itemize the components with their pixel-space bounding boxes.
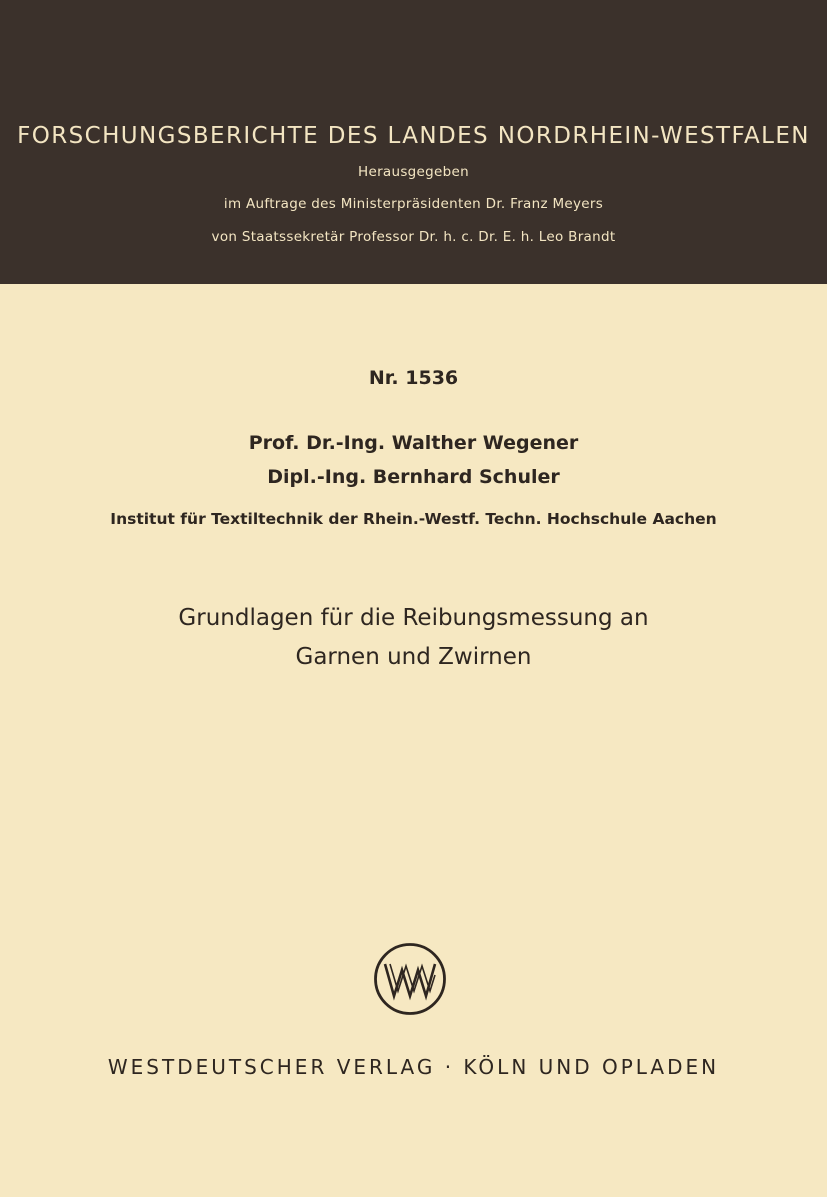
- report-number: Nr. 1536: [368, 367, 459, 389]
- series-title: FORSCHUNGSBERICHTE DES LANDES NORDRHEIN-WESTFALEN: [17, 123, 810, 149]
- institute: Institut für Textiltechnik der Rhein.-Westf. Techn. Hochschule Aachen: [110, 510, 717, 528]
- header-band: [0, 0, 827, 284]
- editor-line-3: von Staatssekretär Professor Dr. h. c. Dr. E. h. Leo Brandt: [211, 229, 616, 245]
- author-1: Prof. Dr.-Ing. Walther Wegener: [248, 432, 579, 454]
- editor-line-1: Herausgegeben: [358, 164, 469, 180]
- title-line-1: Grundlagen für die Reibungsmessung an: [178, 605, 649, 631]
- title-line-2: Garnen und Zwirnen: [295, 644, 532, 670]
- publisher-line: WESTDEUTSCHER VERLAG · KÖLN UND OPLADEN: [107, 1055, 720, 1079]
- author-2: Dipl.-Ing. Bernhard Schuler: [267, 466, 560, 488]
- editor-line-2: im Auftrage des Ministerpräsidenten Dr. Franz Meyers: [223, 196, 604, 212]
- publisher-logo-icon: [373, 942, 447, 1016]
